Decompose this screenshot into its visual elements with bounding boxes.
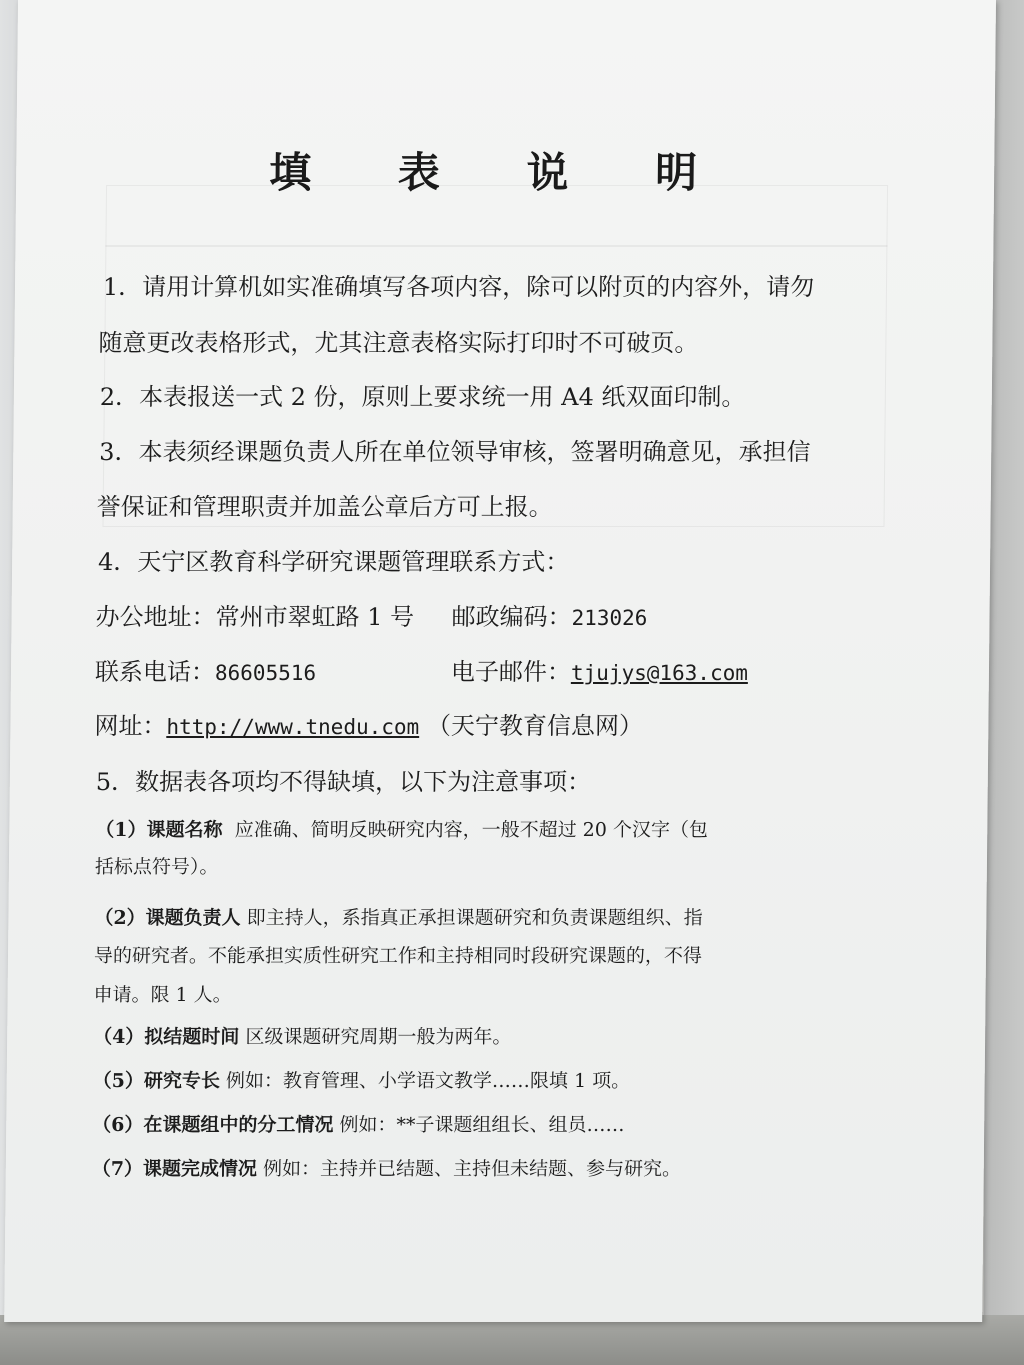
note-2-line-2: 导的研究者。不能承担实质性研究工作和主持相同时段研究课题的，不得: [93, 945, 703, 967]
note-5-term: （5）研究专长: [92, 1070, 221, 1092]
note-4: [93, 1022, 512, 1049]
note-1-term: （1）课题名称: [95, 819, 223, 841]
note-2-line-3: 申请。限 1 人。: [93, 984, 232, 1006]
note-7: [92, 1154, 682, 1181]
note-1-text: 应准确、简明反映研究内容，一般不超过 20 个汉字（包: [234, 819, 709, 841]
item-3-line-2: 誉保证和管理职责并加盖公章后方可上报。: [96, 493, 553, 521]
item-1-line-2: 随意更改表格形式，尤其注意表格实际打印时不可破页。: [98, 329, 699, 357]
note-1-line-1: [95, 815, 708, 842]
note-6: [92, 1110, 625, 1137]
note-2-line-1: [94, 903, 703, 930]
postcode-value: 213026: [571, 606, 648, 630]
address-value: 常州市翠虹路 1 号: [215, 603, 415, 631]
phone-row: [95, 652, 317, 687]
note-7-text: 例如：主持并已结题、主持但未结题、参与研究。: [262, 1158, 682, 1180]
email-link[interactable]: tjujys@163.com: [570, 661, 749, 685]
note-2-text: 即主持人，系指真正承担课题研究和负责课题组织、指: [246, 907, 703, 929]
website-label: 网址：: [94, 712, 167, 740]
note-1-line-2: 括标点符号）。: [94, 856, 219, 878]
website-name: （天宁教育信息网）: [426, 712, 644, 740]
note-4-term: （4）拟结题时间: [93, 1026, 240, 1048]
note-5: [93, 1066, 631, 1093]
email-row: [451, 652, 748, 687]
address-label: 办公地址：: [95, 603, 216, 631]
postcode-row: [451, 597, 647, 632]
note-6-text: 例如：**子课题组组长、组员……: [339, 1114, 625, 1136]
website-link[interactable]: http://www.tnedu.com: [166, 715, 420, 739]
background-table-surface: [0, 1315, 1024, 1365]
email-label: 电子邮件：: [450, 658, 572, 686]
item-4: 4．天宁区教育科学研究课题管理联系方式：: [97, 548, 570, 576]
note-7-term: （7）课题完成情况: [91, 1158, 258, 1180]
phone-value: 86605516: [214, 661, 317, 685]
item-5: 5．数据表各项均不得缺填，以下为注意事项：: [95, 768, 592, 796]
note-4-text: 区级课题研究周期一般为两年。: [245, 1026, 512, 1048]
page-title: 填 表 说 明: [268, 148, 734, 197]
document-page: [4, 0, 996, 1322]
note-2-term: （2）课题负责人: [94, 907, 241, 929]
address-row: [95, 597, 414, 632]
note-6-term: （6）在课题组中的分工情况: [92, 1114, 334, 1136]
item-2: 2．本表报送一式 2 份，原则上要求统一用 A4 纸双面印制。: [99, 383, 746, 411]
note-5-text: 例如：教育管理、小学语文教学……限填 1 项。: [225, 1070, 631, 1092]
item-1-line-1: 1．请用计算机如实准确填写各项内容，除可以附页的内容外，请勿: [102, 273, 815, 301]
item-3-line-1: 3．本表须经课题负责人所在单位领导审核，签署明确意见，承担信: [99, 438, 811, 466]
phone-label: 联系电话：: [94, 658, 216, 686]
website-row: [94, 706, 643, 741]
postcode-label: 邮政编码：: [451, 603, 572, 631]
